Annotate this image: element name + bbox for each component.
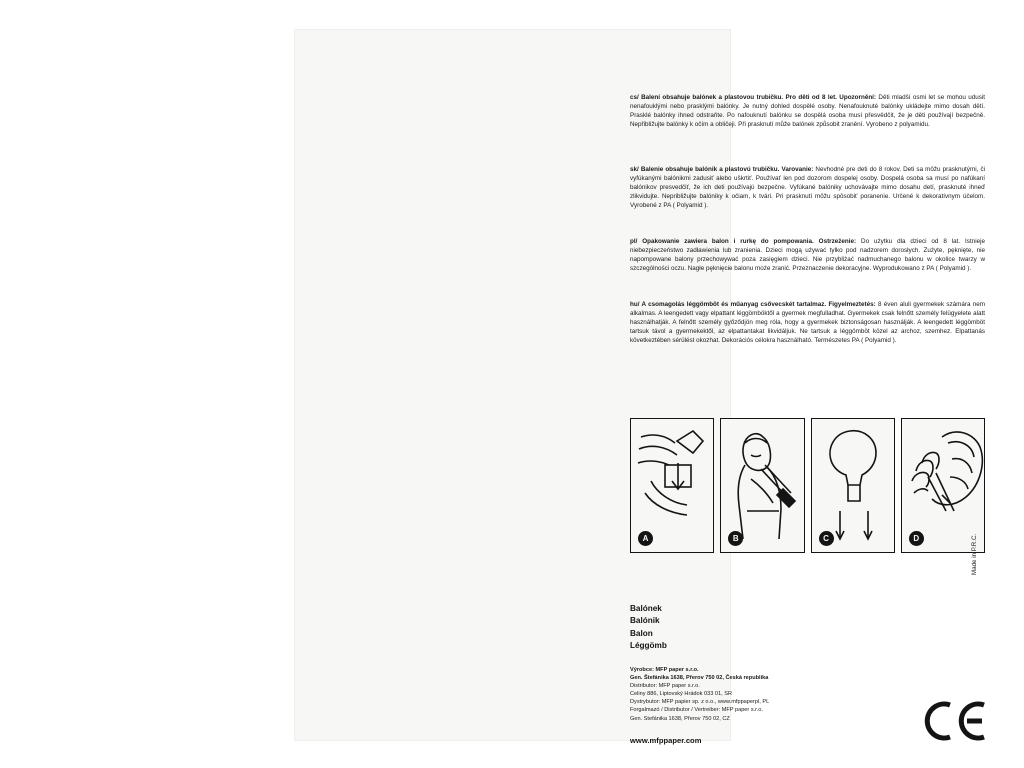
product-name-sk: Balónik [630, 616, 660, 626]
distributor-cz: Distributor: MFP paper s.r.o. [630, 683, 700, 690]
warning-lead-pl: pl/ Opakowanie zawiera balon i rurkę do pompowania. Ostrzeżenie: [630, 238, 857, 245]
warning-lead-cs: cs/ Balení obsahuje balónek a plastovou trubičku. Pro děti od 8 let. Upozornění: [630, 94, 877, 101]
distributor-hu-de: Forgalmazó / Distributor / Vertreiber: MFP paper s.r.o. [630, 707, 763, 714]
manufacturer-value: MFP paper s.r.o. [653, 667, 699, 673]
manufacturer-label: Výrobce: [630, 667, 654, 673]
warning-lead-sk: sk/ Balenie obsahuje balónik a plastovú trubičku. Varovanie: [630, 166, 814, 173]
warning-body-sk: Nevhodné pre deti do 8 rokov. Deti sa môžu prasknutými, či vyfúkanými balónikmi zadusiť alebo uškrtiť. Používať len pod dozorom dospelej osoby. Dospelá osoba sa musí po nafúkaní balónikov presvedčiť, že ich deti používajú bezpečne. Vyfúkané balóniky uchovávajte mimo dosahu detí, prasknuté ihneď zlikvidujte. Nepribližujte balóniky k očiam, k tvári. Pri prasknutí môžu spôsobiť poranenie. Určené k dekoratívnym účelom. Vyrobené z PA ( Polyamid ). [630, 166, 985, 210]
panel-badge-c: C [819, 531, 834, 546]
manufacturer-line-1 [630, 666, 930, 674]
manufacturer-address: Gen. Štefánika 1638, Přerov 750 02, Česká republika [630, 675, 769, 682]
ce-mark-icon [922, 698, 988, 744]
distributor-cz-address: Gen. Stefánika 1638, Přerov 750 02, CZ [630, 715, 730, 722]
product-name-cs: Balónek [630, 604, 662, 613]
product-name-pl: Balon [630, 628, 653, 638]
panel-badge-a: A [638, 531, 653, 546]
instruction-panel-b [720, 418, 804, 553]
manufacturer-block [630, 666, 930, 723]
panel-badge-d: D [909, 531, 924, 546]
instruction-panel-c [811, 418, 895, 553]
made-in-text: Made in P.R.C. [971, 533, 978, 575]
instruction-panels [630, 418, 985, 553]
product-name-list [630, 603, 667, 652]
instruction-panel-d [901, 418, 985, 553]
warning-text-sk [630, 165, 985, 210]
warning-text-cs [630, 93, 985, 129]
website-url[interactable]: www.mfppaper.com [630, 736, 702, 745]
product-packaging-card [295, 30, 986, 745]
warning-body-hu: 8 éven aluli gyermekek számára nem alkalmas. A leengedett vagy elpattant léggömböktől a gyermek megfulladhat. Gyermekek csak felnőtt személy felügyelete alatt használhatják. A felnőtt személy győződjön meg róla, hogy a gyermekek biztonságosan használják. A leengedett léggömböt tartsuk távol a gyermekektől, az elpattantakat likvidáljuk. Ne tartsuk a léggömböt közel az archoz, szemhez. Elpattanás következtében sérülést okozhat. Dekorációs célokra használható. Természetes PA ( Polyamid ). [630, 301, 986, 345]
warning-body-cs: Děti mladší osmi let se mohou udusit nenafouklými nebo prasklými balónky. Je nutný dohled dospělé osoby. Nenafouknuté balónky ukládejte mimo dosah dětí. Prasklé balónky ihned odstraňte. Po nafouknutí balónku se dospělá osoba musí přesvědčit, že je děti používají bezpečně. Nepřibližujte balónky k očím a obličeji. Při prasknutí může balónek způsobit zranění. Vyrobeno z polyamidu. [630, 94, 985, 129]
product-name-hu: Léggömb [630, 640, 667, 650]
panel-badge-b: B [728, 531, 743, 546]
instruction-panel-a [630, 418, 714, 553]
warning-body-pl: Do użytku dla dzieci od 8 lat. Istnieje niebezpieczeństwo zadławienia lub zranienia. Dzieci mogą używać tylko pod nadzorem dorosłych. Zużyte, pęknięte, nie napompowane balony przechowywać poza zasięgiem dzieci. Nie przybliżać nadmuchanego balonu w okolice twarzy w szczególności oczu. Nagłe pęknięcie balonu może zranić. Przeznaczenie dekoracyjne. Wyprodukowano z PA ( Polyamid ). [630, 238, 985, 273]
warning-lead-hu: hu/ A csomagolás léggömböt és műanyag csővecskét tartalmaz. Figyelmeztetés: [630, 301, 876, 308]
distributor-sk-address: Celiny 886, Liptovský Hrádok 033 01, SR [630, 691, 732, 698]
warning-text-hu [630, 300, 985, 345]
warning-text-pl [630, 237, 985, 273]
distributor-pl: Dystrybutor: MFP papier sp. z o.o., www.mfppaperpl, PL [630, 699, 770, 706]
